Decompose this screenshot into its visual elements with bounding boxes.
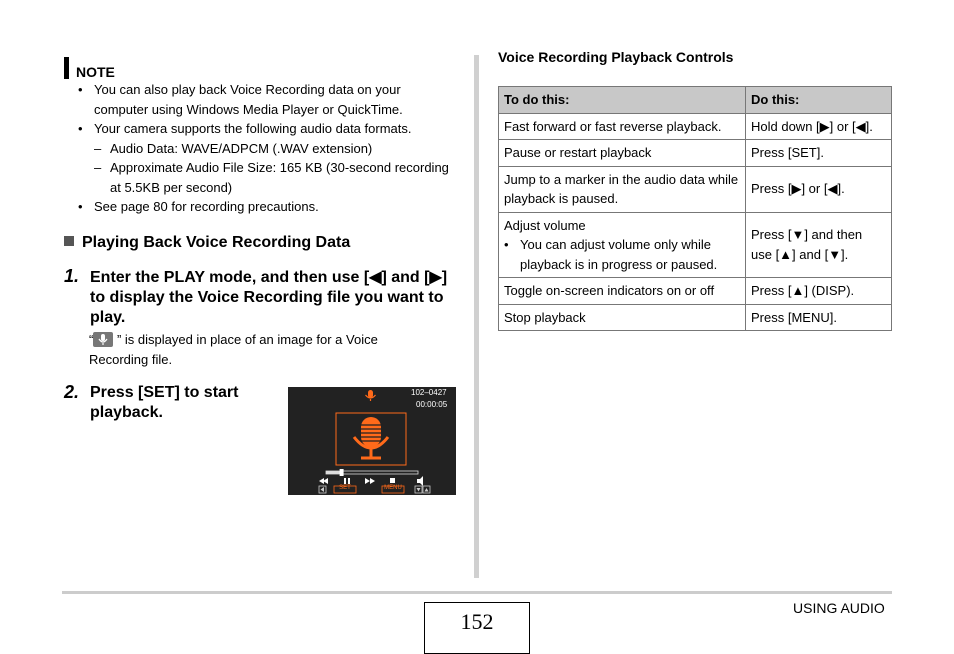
table-header-row [499, 87, 892, 114]
file-number: 102–0427 [411, 388, 447, 397]
action-cell: Fast forward or fast reverse playback. [499, 113, 746, 140]
voice-mode-icon [366, 390, 376, 401]
table-row [499, 278, 892, 305]
note-bullet: • You can also play back Voice Recording data on your computer using Windows Media Player or QuickTime. [78, 82, 403, 117]
nav-updown-icons [415, 486, 430, 493]
progress-fill [326, 471, 342, 474]
control-cell: Press [▼] and then use [▲] and [▼]. [746, 212, 892, 278]
action-cell: Toggle on-screen indicators on or off [499, 278, 746, 305]
table-row [499, 140, 892, 167]
note-list [78, 80, 458, 217]
menu-label: MENU [384, 485, 402, 491]
elapsed-time: 00:00:05 [416, 400, 448, 409]
progress-knob [340, 469, 344, 476]
note-bullet: • See page 80 for recording precautions. [78, 199, 319, 214]
step-2-number: 2. [64, 382, 80, 402]
note-sub-list [94, 139, 458, 198]
note-sub-item: – Approximate Audio File Size: 165 KB (30-second recording at 5.5KB per second) [94, 160, 449, 195]
note-bullet: • Your camera supports the following audio data formats. – Audio Data: WAVE/ADPCM (.WAV extension) – Approximate Audio File Size: 165 KB (30-second recording at 5.5KB per second) [78, 119, 458, 197]
voice-file-icon [93, 332, 113, 347]
microphone-icon [354, 417, 388, 458]
square-bullet-icon [64, 236, 74, 246]
action-cell: Stop playback [499, 304, 746, 331]
column-divider [474, 55, 479, 578]
control-cell: Press [▲] (DISP). [746, 278, 892, 305]
table-title: Voice Recording Playback Controls [498, 49, 734, 65]
footer-rule [62, 591, 892, 594]
control-cell: Press [MENU]. [746, 304, 892, 331]
step-1-instruction: Enter the PLAY mode, and then use [◀] and [▶] to display the Voice Recording file you want to play. [90, 269, 448, 326]
table-row [499, 113, 892, 140]
page-number: 152 [424, 602, 530, 654]
action-cell: Jump to a marker in the audio data while playback is paused. [499, 166, 746, 212]
note-marker-bar [64, 57, 69, 79]
step-1-number: 1. [64, 266, 80, 286]
set-label: SET [339, 485, 351, 491]
action-cell: Adjust volume • You can adjust volume only while playback is in progress or paused. [499, 212, 746, 278]
column-header: Do this: [746, 87, 892, 114]
step-2-instruction: Press [SET] to start playback. [90, 384, 239, 421]
section-label: USING AUDIO [793, 600, 885, 616]
control-cell: Press [▶] or [◀]. [746, 166, 892, 212]
control-cell: Press [SET]. [746, 140, 892, 167]
table-row [499, 166, 892, 212]
step-1-note: “ ” is displayed in place of an image for a Voice Recording file. [89, 332, 378, 367]
nav-left-icon [319, 486, 326, 493]
action-note: • You can adjust volume only while playback is in progress or paused. [504, 237, 718, 272]
controls-table [498, 86, 892, 331]
action-cell: Pause or restart playback [499, 140, 746, 167]
note-label: NOTE [76, 64, 115, 80]
playback-screen [288, 387, 456, 495]
table-row [499, 304, 892, 331]
note-sub-item: – Audio Data: WAVE/ADPCM (.WAV extension) [94, 140, 373, 156]
column-header: To do this: [499, 87, 746, 114]
section-heading: Playing Back Voice Recording Data [64, 234, 350, 252]
table-row [499, 212, 892, 278]
control-cell: Hold down [▶] or [◀]. [746, 113, 892, 140]
